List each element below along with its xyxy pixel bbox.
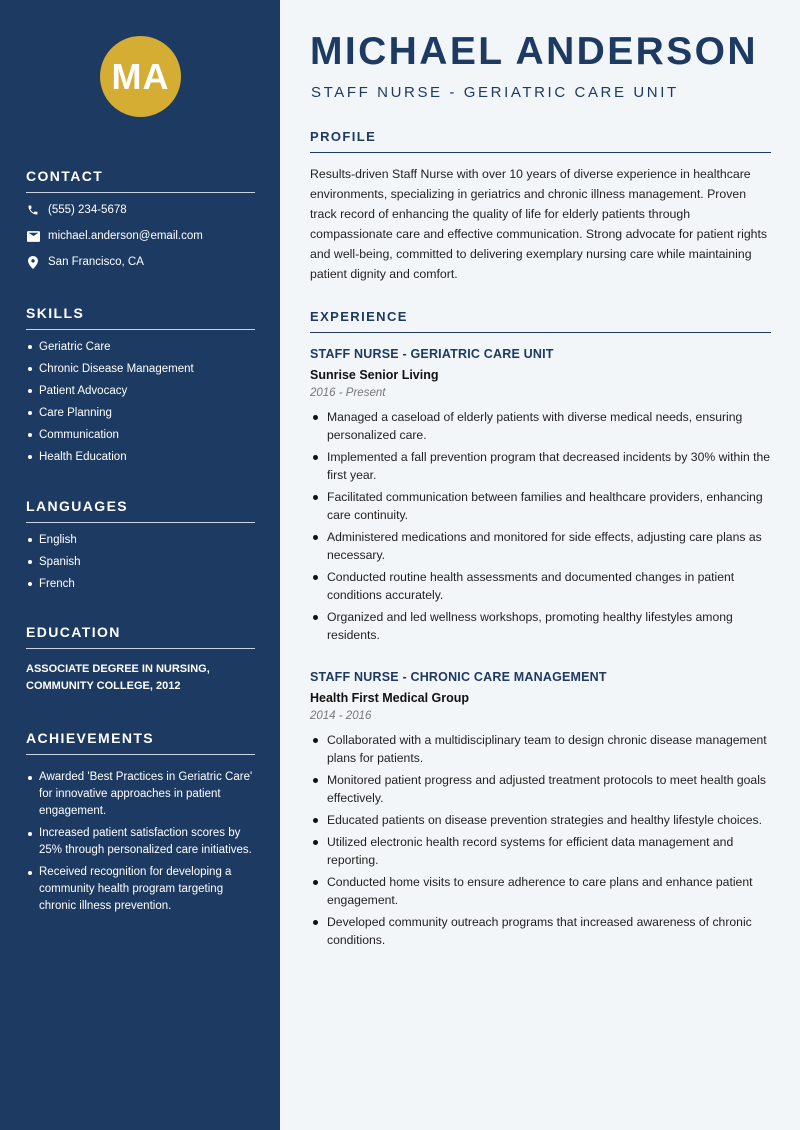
job-title: STAFF NURSE - CHRONIC CARE MANAGEMENT	[310, 670, 607, 684]
list-item: Conducted home visits to ensure adherence to care plans and enhance patient engagement.	[310, 873, 771, 909]
job-dates: 2014 - 2016	[310, 710, 372, 722]
job-title-header: STAFF NURSE - GERIATRIC CARE UNIT	[311, 84, 679, 101]
email-icon	[26, 229, 40, 243]
company-name: Health First Medical Group	[310, 691, 470, 705]
achievements-section	[26, 730, 255, 920]
list-item: Educated patients on disease prevention strategies and healthy lifestyle choices.	[310, 811, 771, 829]
contact-location	[26, 253, 255, 271]
list-item: French	[26, 577, 255, 591]
list-item: Increased patient satisfaction scores by 25% through personalized care initiatives.	[26, 825, 255, 859]
phone-icon	[26, 203, 40, 217]
skills-heading: SKILLS	[26, 305, 255, 330]
experience-heading: EXPERIENCE	[310, 309, 771, 333]
list-item: Utilized electronic health record systems for efficient data management and reporting.	[310, 833, 771, 869]
job-title: STAFF NURSE - GERIATRIC CARE UNIT	[310, 347, 554, 361]
avatar: MA	[100, 36, 181, 117]
languages-heading: LANGUAGES	[26, 498, 255, 523]
contact-heading: CONTACT	[26, 168, 255, 193]
list-item: Conducted routine health assessments and documented changes in patient conditions accurately.	[310, 568, 771, 604]
contact-phone-text: (555) 234-5678	[48, 204, 127, 216]
list-item: Managed a caseload of elderly patients with diverse medical needs, ensuring personalized care.	[310, 408, 771, 444]
contact-section	[26, 168, 255, 271]
experience-entry	[310, 670, 771, 953]
experience-entry	[310, 347, 771, 648]
skills-section	[26, 305, 255, 472]
profile-text: Results-driven Staff Nurse with over 10 years of diverse experience in healthcare environments, specializing in geriatrics and chronic illness management. Proven track record of enhancing the quality of life for elderly patients through compassionate care and effective communication. Strong advocate for patient rights and well-being, committed to delivering exemplary nursing care while maintaining patient dignity and comfort.	[310, 167, 768, 281]
list-item: Chronic Disease Management	[26, 362, 255, 376]
list-item: Awarded 'Best Practices in Geriatric Care' for innovative approaches in patient engagement.	[26, 769, 255, 820]
job-bullets	[310, 408, 771, 644]
list-item: Organized and led wellness workshops, promoting healthy lifestyles among residents.	[310, 608, 771, 644]
candidate-name: MICHAEL ANDERSON	[310, 30, 758, 73]
list-item: Developed community outreach programs that increased awareness of chronic conditions.	[310, 913, 771, 949]
achievements-list	[26, 769, 255, 915]
skills-list	[26, 340, 255, 464]
list-item: Spanish	[26, 555, 255, 569]
list-item: Collaborated with a multidisciplinary team to design chronic disease management plans for patients.	[310, 731, 771, 767]
list-item: English	[26, 533, 255, 547]
contact-phone	[26, 201, 255, 219]
achievements-heading: ACHIEVEMENTS	[26, 730, 255, 755]
education-school: COMMUNITY COLLEGE, 2012	[26, 680, 181, 692]
list-item: Communication	[26, 428, 255, 442]
list-item: Geriatric Care	[26, 340, 255, 354]
company-name: Sunrise Senior Living	[310, 368, 439, 382]
list-item: Monitored patient progress and adjusted treatment protocols to meet health goals effectively.	[310, 771, 771, 807]
education-degree: ASSOCIATE DEGREE IN NURSING,	[26, 663, 210, 675]
list-item: Implemented a fall prevention program that decreased incidents by 30% within the first year.	[310, 448, 771, 484]
sidebar	[0, 0, 280, 1130]
job-bullets	[310, 731, 771, 949]
job-dates: 2016 - Present	[310, 387, 386, 399]
contact-location-text: San Francisco, CA	[48, 256, 144, 268]
profile-heading: PROFILE	[310, 129, 771, 153]
education-entry	[26, 661, 255, 695]
languages-section	[26, 498, 255, 599]
education-heading: EDUCATION	[26, 624, 255, 649]
list-item: Health Education	[26, 450, 255, 464]
languages-list	[26, 533, 255, 591]
list-item: Administered medications and monitored for side effects, adjusting care plans as necessary.	[310, 528, 771, 564]
contact-email-text[interactable]: michael.anderson@email.com	[48, 230, 203, 242]
contact-email	[26, 227, 255, 245]
list-item: Care Planning	[26, 406, 255, 420]
education-section	[26, 624, 255, 695]
list-item: Received recognition for developing a community health program targeting chronic illness prevention.	[26, 864, 255, 915]
location-pin-icon	[26, 255, 40, 269]
list-item: Patient Advocacy	[26, 384, 255, 398]
list-item: Facilitated communication between families and healthcare providers, enhancing care continuity.	[310, 488, 771, 524]
